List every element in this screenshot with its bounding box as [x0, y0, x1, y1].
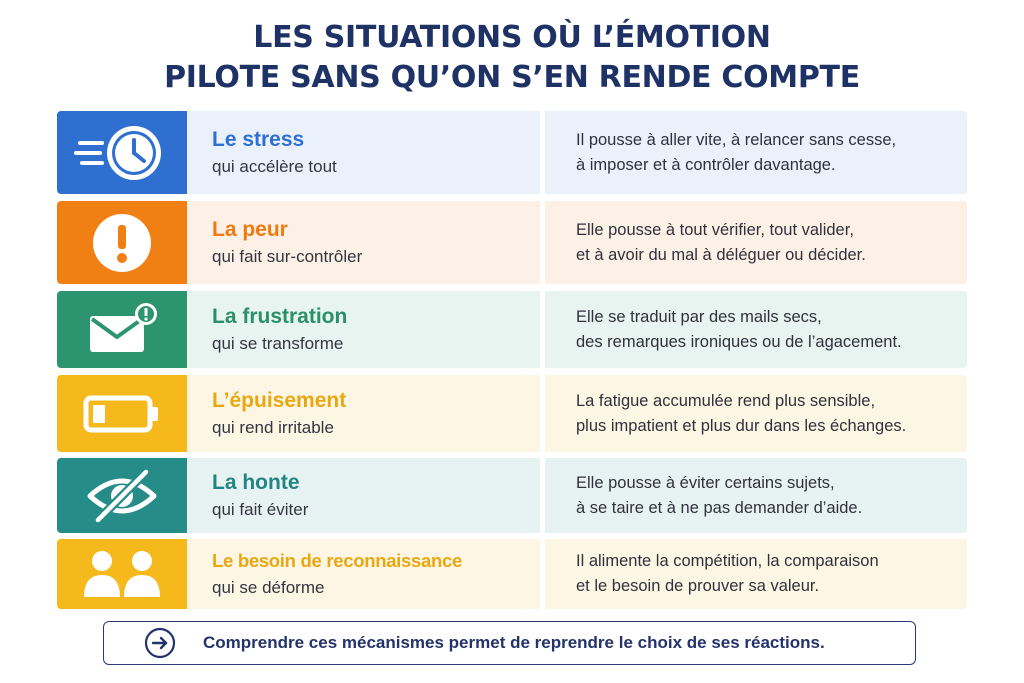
shame-subtitle: qui fait éviter	[212, 499, 309, 519]
footer-text: Comprendre ces mécanismes permet de reprendre le choix de ses réactions.	[203, 633, 825, 652]
shame-icon-box	[57, 458, 187, 533]
frustration-description	[545, 291, 967, 368]
low-battery-icon	[82, 392, 162, 436]
recognition-description	[545, 539, 967, 609]
fear-desc-line-2: et à avoir du mal à déléguer ou décider.	[576, 245, 866, 264]
exhaustion-title: L’épuisement	[212, 388, 347, 412]
recognition-label-box	[187, 539, 540, 609]
fear-label-box	[187, 201, 540, 284]
fear-subtitle: qui fait sur-contrôler	[212, 246, 363, 266]
exhaustion-label-box	[187, 375, 540, 452]
frustration-label-box	[187, 291, 540, 368]
footer-banner	[103, 621, 916, 665]
shame-desc-line-2: à se taire et à ne pas demander d’aide.	[576, 498, 863, 517]
stress-icon-box	[57, 111, 187, 194]
title-line-2: PILOTE SANS QU’ON S’EN RENDE COMPTE	[164, 60, 860, 95]
stress-label-box	[187, 111, 540, 194]
stress-desc-line-2: à imposer et à contrôler davantage.	[576, 155, 836, 174]
fear-title: La peur	[212, 217, 288, 241]
recognition-title: Le besoin de reconnaissance	[212, 550, 462, 571]
envelope-alert-icon	[84, 302, 160, 358]
arrow-right-circle-icon	[143, 626, 177, 660]
shame-description	[545, 458, 967, 533]
stress-desc-line-1: Il pousse à aller vite, à relancer sans cesse,	[576, 130, 897, 149]
frustration-desc-line-2: des remarques ironiques ou de l’agacement.	[576, 332, 902, 351]
shame-label-box	[187, 458, 540, 533]
exhaustion-icon-box	[57, 375, 187, 452]
clock-speed-icon	[74, 121, 170, 185]
exclamation-icon	[90, 211, 154, 275]
users-icon	[80, 547, 164, 601]
stress-description	[545, 111, 967, 194]
row-shame	[57, 458, 967, 533]
frustration-icon-box	[57, 291, 187, 368]
recognition-icon-box	[57, 539, 187, 609]
recognition-desc-line-2: et le besoin de prouver sa valeur.	[576, 577, 820, 595]
row-fear	[57, 201, 967, 284]
row-exhaustion	[57, 375, 967, 452]
eye-slash-icon	[84, 468, 160, 524]
recognition-subtitle: qui se déforme	[212, 578, 325, 597]
row-frustration	[57, 291, 967, 368]
page-title	[0, 18, 1024, 98]
frustration-desc-line-1: Elle se traduit par des mails secs,	[576, 307, 822, 326]
stress-subtitle: qui accélère tout	[212, 156, 337, 176]
row-stress	[57, 111, 967, 194]
fear-icon-box	[57, 201, 187, 284]
row-recognition	[57, 539, 967, 609]
stress-title: Le stress	[212, 127, 305, 151]
fear-description	[545, 201, 967, 284]
exhaustion-subtitle: qui rend irritable	[212, 417, 334, 437]
frustration-subtitle: qui se transforme	[212, 333, 344, 353]
shame-desc-line-1: Elle pousse à éviter certains sujets,	[576, 473, 835, 492]
recognition-desc-line-1: Il alimente la compétition, la comparaison	[576, 552, 879, 570]
frustration-title: La frustration	[212, 304, 348, 328]
exhaustion-description	[545, 375, 967, 452]
exhaustion-desc-line-1: La fatigue accumulée rend plus sensible,	[576, 391, 876, 410]
fear-desc-line-1: Elle pousse à tout vérifier, tout valider,	[576, 220, 854, 239]
title-line-1: LES SITUATIONS OÙ L’ÉMOTION	[253, 20, 771, 55]
exhaustion-desc-line-2: plus impatient et plus dur dans les échanges.	[576, 416, 907, 435]
shame-title: La honte	[212, 470, 300, 494]
